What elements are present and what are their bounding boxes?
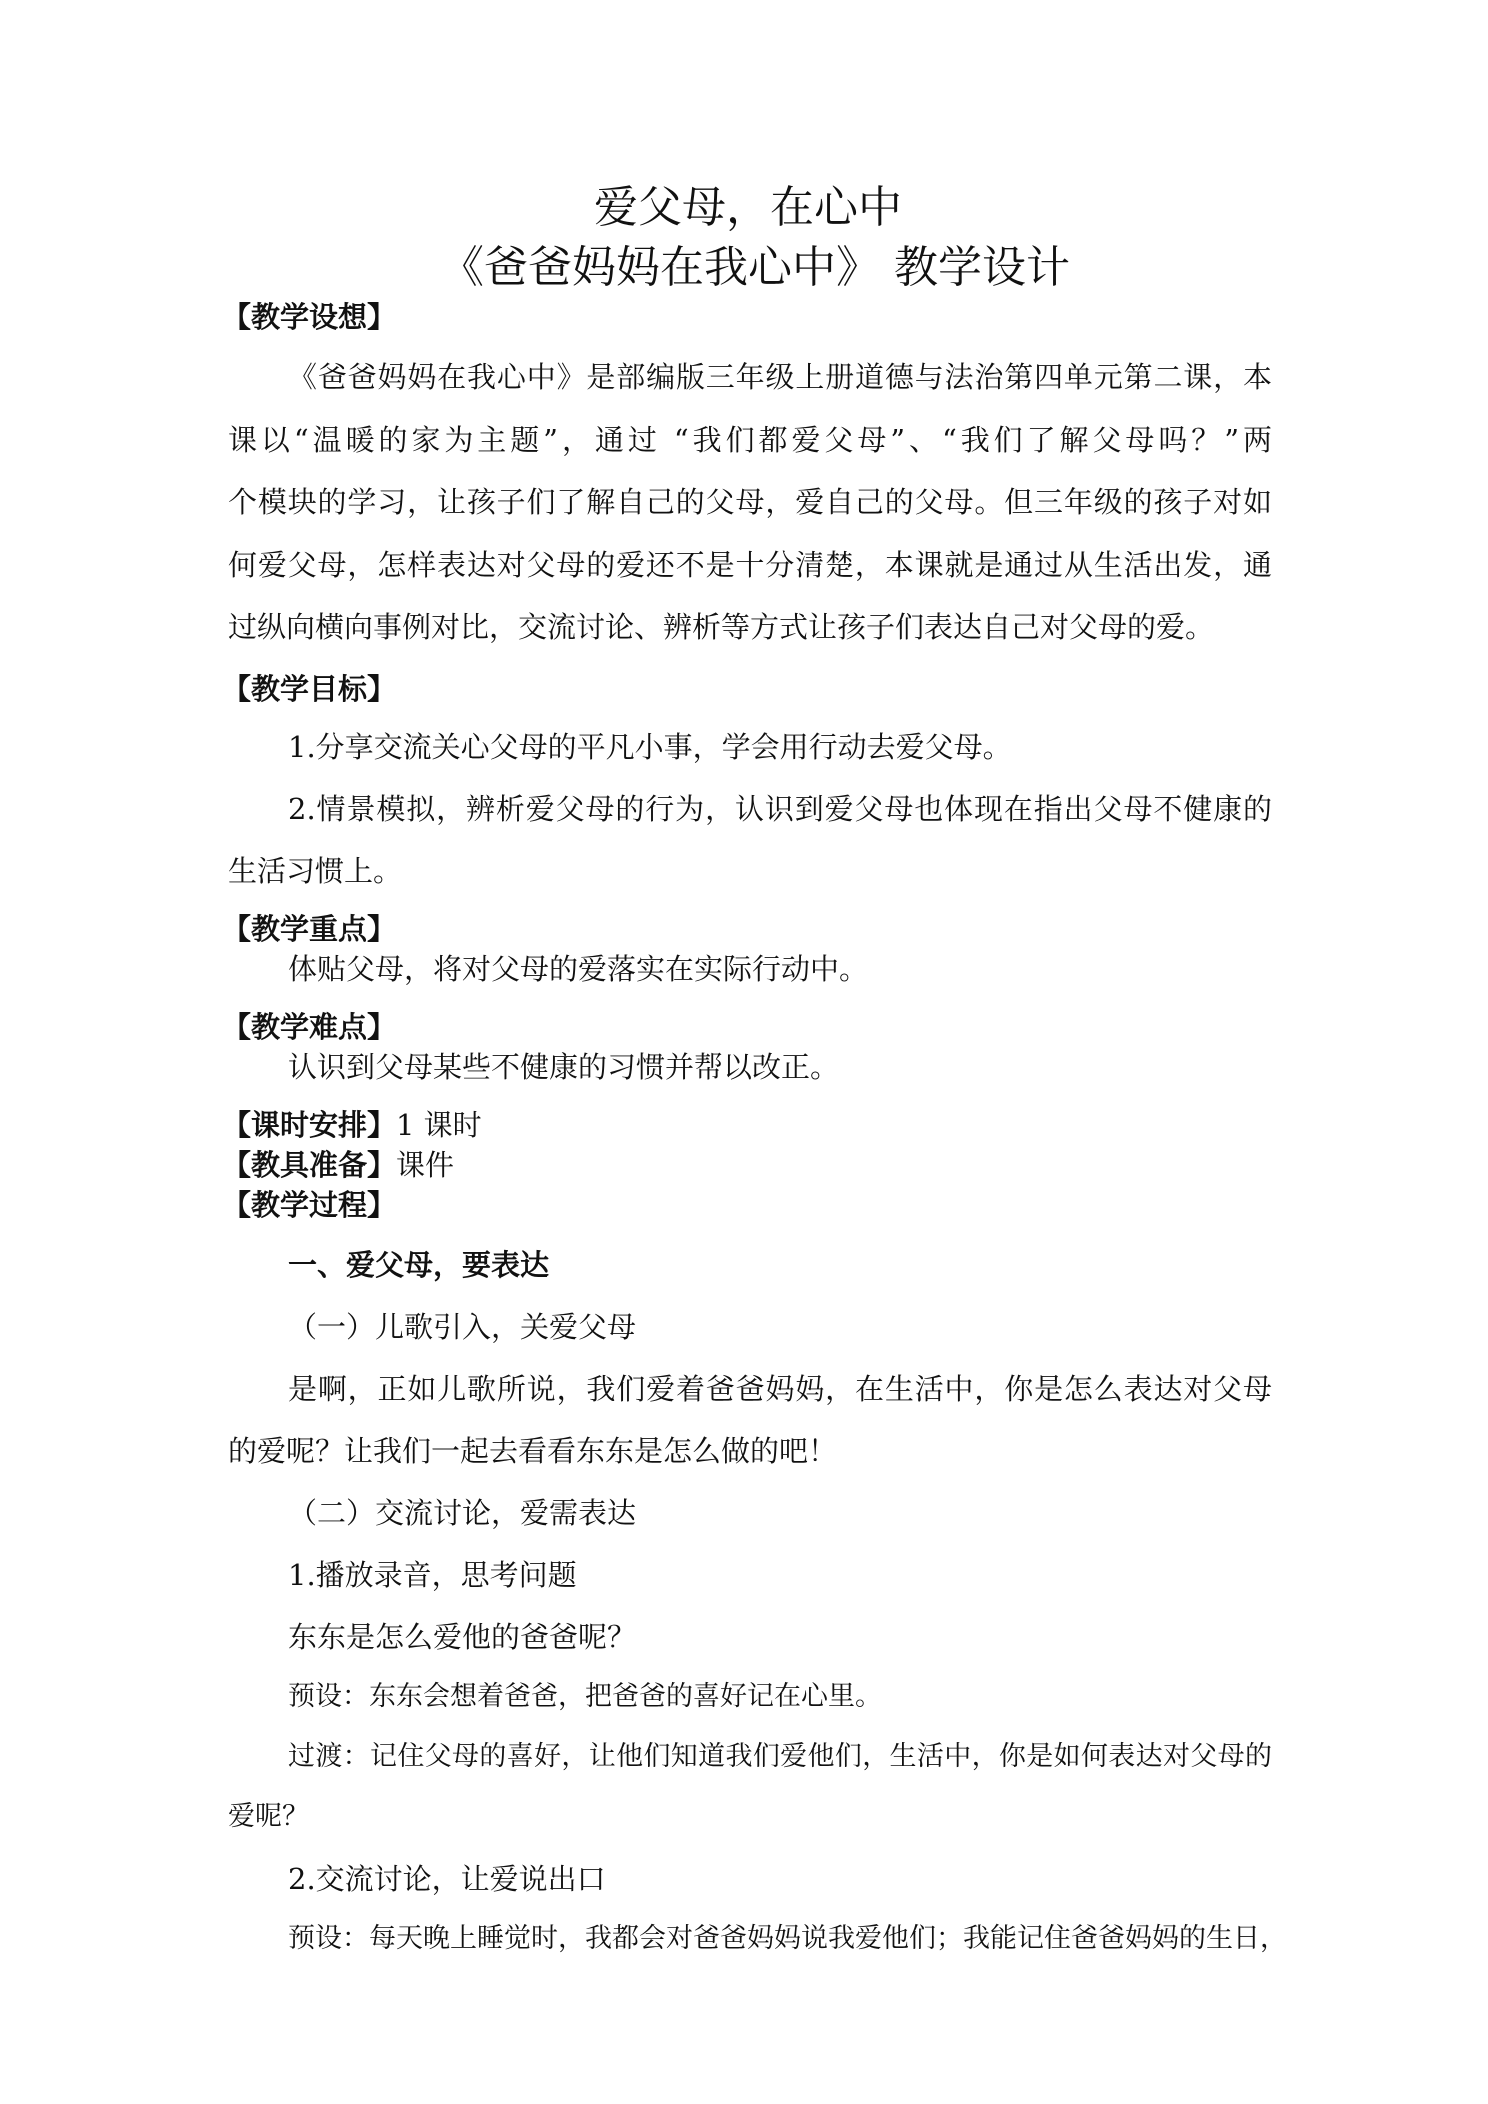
schedule-value: 1 课时 [396, 1108, 482, 1142]
process-sub-2: （二）交流讨论，爱需表达 [288, 1496, 637, 1530]
process-step-1: 1.播放录音，思考问题 [288, 1558, 577, 1592]
heading-schedule: 【课时安排】 [222, 1108, 397, 1142]
heading-teaching-idea: 【教学设想】 [222, 300, 397, 334]
idea-line-5: 过纵向横向事例对比，交流讨论、辨析等方式让孩子们表达自己对父母的爱。 [228, 610, 1215, 644]
heading-difficulty: 【教学难点】 [222, 1010, 397, 1044]
transition-line-1: 过渡：记住父母的喜好，让他们知道我们爱他们，生活中，你是如何表达对父母的 [288, 1741, 1272, 1772]
idea-line-1: 《爸爸妈妈在我心中》是部编版三年级上册道德与法治第四单元第二课，本 [288, 360, 1272, 394]
goal-line-3: 生活习惯上。 [228, 854, 403, 888]
process-question: 东东是怎么爱他的爸爸呢？ [288, 1620, 637, 1654]
process-preset-1: 预设：东东会想着爸爸，把爸爸的喜好记在心里。 [288, 1681, 882, 1712]
key-point-text: 体贴父母，将对父母的爱落实在实际行动中。 [288, 952, 869, 986]
idea-line-4: 何爱父母，怎样表达对父母的爱还不是十分清楚，本课就是通过从生活出发，通 [228, 548, 1272, 582]
transition-line-2: 爱呢？ [228, 1801, 309, 1832]
process-preset-2: 预设：每天晚上睡觉时，我都会对爸爸妈妈说我爱他们；我能记住爸爸妈妈的生日， [288, 1923, 1287, 1954]
goal-line-2: 2.情景模拟，辨析爱父母的行为，认识到爱父母也体现在指出父母不健康的 [288, 792, 1272, 826]
sub1-line-2: 的爱呢？让我们一起去看看东东是怎么做的吧！ [228, 1434, 838, 1468]
process-step-2: 2.交流讨论，让爱说出口 [288, 1862, 606, 1896]
sub1-line-1: 是啊，正如儿歌所说，我们爱着爸爸妈妈，在生活中，你是怎么表达对父母 [288, 1372, 1272, 1406]
heading-teaching-goals: 【教学目标】 [222, 672, 397, 706]
process-sub-1: （一）儿歌引入，关爱父母 [288, 1310, 637, 1344]
heading-process: 【教学过程】 [222, 1188, 397, 1222]
heading-key-point: 【教学重点】 [222, 912, 397, 946]
process-part-1: 一、爱父母，要表达 [288, 1248, 550, 1282]
doc-title-main: 爱父母，在心中 [594, 182, 902, 233]
goal-line-1: 1.分享交流关心父母的平凡小事，学会用行动去爱父母。 [288, 730, 1012, 764]
heading-tools: 【教具准备】 [222, 1148, 397, 1182]
tools-row [222, 1148, 454, 1182]
doc-title-sub: 《爸爸妈妈在我心中》 教学设计 [440, 242, 1070, 293]
idea-line-2: 课以“温暖的家为主题”，通过 “我们都爱父母”、“我们了解父母吗？”两 [228, 423, 1272, 457]
idea-line-3: 个模块的学习，让孩子们了解自己的父母，爱自己的父母。但三年级的孩子对如 [228, 485, 1272, 519]
schedule-row [222, 1108, 482, 1142]
difficulty-text: 认识到父母某些不健康的习惯并帮以改正。 [288, 1050, 840, 1084]
tools-value: 课件 [396, 1148, 455, 1182]
